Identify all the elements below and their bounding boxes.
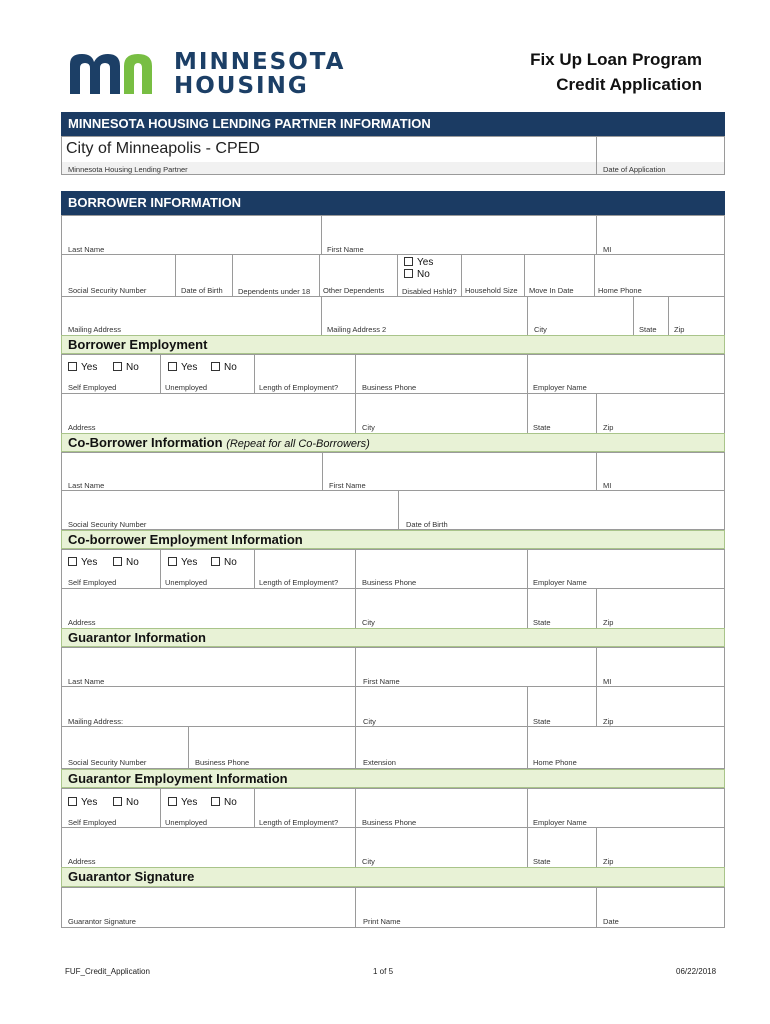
divider	[175, 254, 176, 297]
title-line2: Credit Application	[556, 75, 702, 94]
self-employed-no-checkbox[interactable]	[113, 362, 139, 373]
divider	[61, 490, 725, 491]
label-first-name: First Name	[329, 481, 366, 490]
footer-form-id: FUF_Credit_Application	[65, 967, 150, 976]
label-state: State	[533, 618, 551, 627]
yes-label: Yes	[81, 362, 98, 373]
label-address: Address	[68, 618, 96, 627]
label-mi: MI	[603, 245, 612, 254]
no-label: No	[126, 557, 139, 568]
heading-text: Co-Borrower Information	[68, 435, 223, 450]
label-household-size: Household Size	[465, 286, 518, 295]
label-zip: Zip	[674, 325, 685, 334]
borrower-grid	[61, 215, 725, 336]
label-zip: Zip	[603, 423, 614, 432]
label-dob: Date of Birth	[406, 520, 448, 529]
cob-self-employed-yes-checkbox[interactable]	[68, 557, 97, 568]
footer-page-number: 1 of 5	[373, 967, 394, 976]
divider	[319, 254, 320, 297]
label-ssn: Social Security Number	[68, 520, 147, 529]
heading-text: Co-borrower Employment Information	[68, 532, 303, 547]
divider	[355, 549, 356, 629]
divider	[160, 549, 161, 589]
footer-date: 06/22/2018	[676, 967, 717, 976]
coborrower-heading	[61, 433, 725, 452]
label-mailing-address: Mailing Address	[68, 325, 121, 334]
divider	[596, 589, 597, 629]
label-unemployed: Unemployed	[165, 818, 208, 827]
label-length: Length of Employment?	[259, 818, 339, 827]
coborrower-employment-heading	[61, 530, 725, 549]
label-zip: Zip	[603, 857, 614, 866]
label-city: City	[362, 618, 375, 627]
yes-label: Yes	[181, 557, 198, 568]
divider	[355, 887, 356, 928]
divider	[398, 490, 399, 530]
heading-text: Borrower Employment	[68, 337, 208, 352]
divider	[594, 254, 595, 297]
unemployed-yes-checkbox[interactable]	[168, 362, 197, 373]
divider	[321, 296, 322, 336]
divider	[596, 394, 597, 434]
divider	[527, 354, 528, 434]
divider	[355, 788, 356, 868]
label-city: City	[534, 325, 547, 334]
divider	[633, 296, 634, 336]
self-employed-yes-checkbox[interactable]	[68, 362, 97, 373]
label-city: City	[363, 717, 376, 726]
divider	[61, 686, 725, 687]
label-self-employed: Self Employed	[68, 578, 117, 587]
divider	[322, 452, 323, 491]
heading-note: (Repeat for all Co-Borrowers)	[226, 438, 370, 450]
divider	[596, 647, 597, 687]
g-self-employed-no-checkbox[interactable]	[113, 797, 139, 808]
divider	[61, 726, 725, 727]
disabled-yes-checkbox[interactable]	[404, 257, 433, 268]
label-length: Length of Employment?	[259, 578, 339, 587]
divider	[254, 549, 255, 589]
label-date-of-application: Date of Application	[603, 165, 666, 174]
divider	[355, 647, 356, 769]
no-label: No	[224, 557, 237, 568]
guarantor-grid	[61, 647, 725, 769]
label-business-phone: Business Phone	[362, 818, 417, 827]
label-other-dependents: Other Dependents	[323, 286, 385, 295]
label-mi: MI	[603, 481, 612, 490]
g-unemployed-no-checkbox[interactable]	[211, 797, 237, 808]
label-dob: Date of Birth	[181, 286, 223, 295]
no-label: No	[126, 362, 139, 373]
label-zip: Zip	[603, 717, 614, 726]
heading-text: Guarantor Information	[68, 630, 206, 645]
label-dependents: Dependents under 18	[238, 287, 311, 296]
borrower-heading: BORROWER INFORMATION	[61, 191, 725, 215]
label-mi: MI	[603, 677, 612, 686]
label-employer-name: Employer Name	[533, 578, 587, 587]
divider	[232, 254, 233, 297]
divider	[188, 726, 189, 769]
partner-value[interactable]: City of Minneapolis - CPED	[66, 140, 260, 157]
label-guarantor-signature: Guarantor Signature	[68, 917, 136, 926]
no-label: No	[126, 797, 139, 808]
label-business-phone: Business Phone	[362, 578, 417, 587]
divider	[524, 254, 525, 297]
divider	[596, 686, 597, 727]
label-city: City	[362, 423, 375, 432]
label-home-phone: Home Phone	[598, 286, 642, 295]
logo-text-line1: MINNESOTA	[174, 49, 346, 75]
divider	[355, 354, 356, 434]
cob-unemployed-no-checkbox[interactable]	[211, 557, 237, 568]
no-label: No	[417, 269, 430, 280]
label-length: Length of Employment?	[259, 383, 339, 392]
divider	[527, 788, 528, 868]
divider	[397, 254, 398, 297]
divider	[254, 354, 255, 394]
label-mailing-address2: Mailing Address 2	[327, 325, 387, 334]
label-state: State	[533, 717, 551, 726]
divider	[527, 296, 528, 336]
label-first-name: First Name	[363, 677, 400, 686]
divider	[321, 215, 322, 255]
borrower-employment-heading	[61, 335, 725, 354]
no-label: No	[224, 797, 237, 808]
label-employer-name: Employer Name	[533, 383, 587, 392]
divider	[527, 686, 528, 769]
label-self-employed: Self Employed	[68, 383, 117, 392]
label-extension: Extension	[363, 758, 396, 767]
label-first-name: First Name	[327, 245, 364, 254]
divider	[254, 788, 255, 828]
no-label: No	[224, 362, 237, 373]
divider	[596, 452, 597, 491]
unemployed-no-checkbox[interactable]	[211, 362, 237, 373]
label-move-in-date: Move In Date	[529, 286, 574, 295]
logo	[68, 49, 346, 99]
document-title	[530, 47, 702, 97]
yes-label: Yes	[81, 797, 98, 808]
minnesota-housing-logo-mark	[68, 50, 160, 96]
divider	[61, 296, 725, 297]
guarantor-employment-heading	[61, 769, 725, 788]
label-unemployed: Unemployed	[165, 578, 208, 587]
title-line1: Fix Up Loan Program	[530, 50, 702, 69]
label-employer-name: Employer Name	[533, 818, 587, 827]
yes-label: Yes	[181, 797, 198, 808]
guarantor-signature-heading	[61, 867, 725, 887]
label-last-name: Last Name	[68, 245, 105, 254]
divider	[61, 393, 725, 394]
label-address: Address	[68, 857, 96, 866]
g-self-employed-yes-checkbox[interactable]	[68, 797, 97, 808]
label-lending-partner: Minnesota Housing Lending Partner	[68, 165, 188, 174]
label-state: State	[533, 857, 551, 866]
yes-label: Yes	[81, 557, 98, 568]
divider	[527, 549, 528, 629]
divider	[61, 254, 725, 255]
label-last-name: Last Name	[68, 481, 105, 490]
divider	[160, 788, 161, 828]
divider	[61, 827, 725, 828]
label-state: State	[533, 423, 551, 432]
label-zip: Zip	[603, 618, 614, 627]
divider	[596, 828, 597, 868]
partner-heading: MINNESOTA HOUSING LENDING PARTNER INFORMATION	[61, 112, 725, 136]
label-business-phone: Business Phone	[195, 758, 250, 767]
label-disabled-household: Disabled Hshld?	[402, 287, 457, 296]
cob-unemployed-yes-checkbox[interactable]	[168, 557, 197, 568]
heading-text: Guarantor Signature	[68, 869, 195, 884]
divider	[596, 887, 597, 928]
label-address: Address	[68, 423, 96, 432]
label-mailing-address: Mailing Address:	[68, 717, 124, 726]
divider	[61, 588, 725, 589]
label-date: Date	[603, 917, 619, 926]
cob-self-employed-no-checkbox[interactable]	[113, 557, 139, 568]
yes-label: Yes	[417, 257, 434, 268]
label-unemployed: Unemployed	[165, 383, 208, 392]
logo-text-line2: HOUSING	[174, 73, 309, 99]
label-home-phone: Home Phone	[533, 758, 577, 767]
label-print-name: Print Name	[363, 917, 401, 926]
label-self-employed: Self Employed	[68, 818, 117, 827]
divider	[461, 254, 462, 297]
guarantor-heading	[61, 628, 725, 647]
disabled-no-checkbox[interactable]	[404, 269, 430, 280]
label-ssn: Social Security Number	[68, 286, 147, 295]
heading-text: Guarantor Employment Information	[68, 771, 288, 786]
label-last-name: Last Name	[68, 677, 105, 686]
label-city: City	[362, 857, 375, 866]
divider	[668, 296, 669, 336]
label-business-phone: Business Phone	[362, 383, 417, 392]
g-unemployed-yes-checkbox[interactable]	[168, 797, 197, 808]
yes-label: Yes	[181, 362, 198, 373]
label-state: State	[639, 325, 657, 334]
divider	[596, 215, 597, 255]
coborrower-grid	[61, 452, 725, 530]
divider	[596, 136, 597, 175]
label-ssn: Social Security Number	[68, 758, 147, 767]
divider	[160, 354, 161, 394]
